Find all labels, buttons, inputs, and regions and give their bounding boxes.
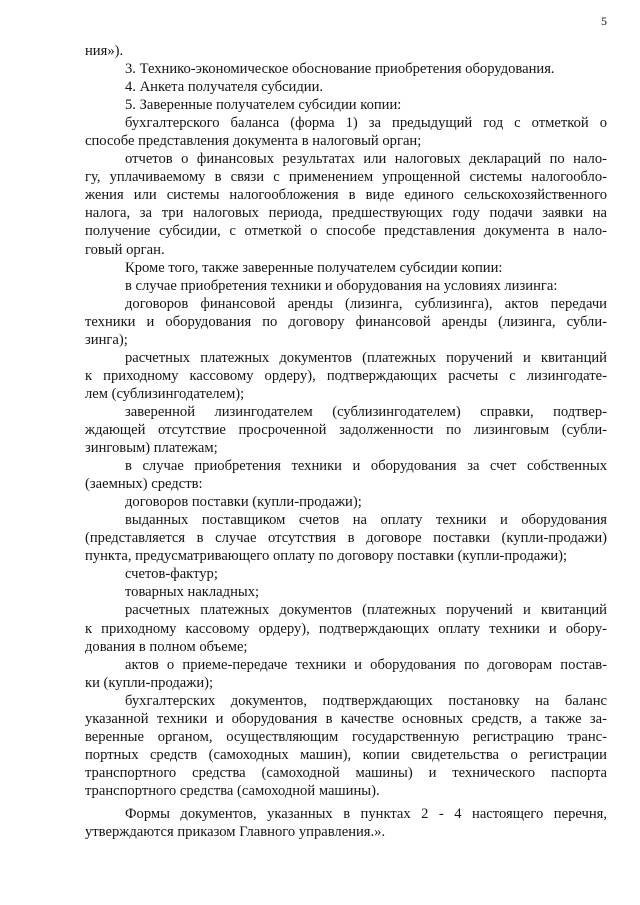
document-body — [85, 42, 607, 841]
paragraph — [85, 692, 607, 800]
text-line: актов о приеме-передаче техники и оборудования по договорам постав- — [125, 656, 607, 673]
text-line: ждающей отсутствие просроченной задолженности по лизинговым (субли- — [85, 421, 607, 438]
text-line: к приходному кассовому ордеру), подтверждающих расчеты с лизингодате- — [85, 367, 607, 384]
paragraph — [85, 511, 607, 565]
paragraph — [85, 349, 607, 403]
text-line: жения или системы налогообложения в виде единого сельскохозяйственного — [85, 187, 607, 204]
paragraph — [85, 656, 607, 692]
text-line: транспортного средства (самоходной машины). — [85, 782, 380, 799]
text-line: (представляется в случае отсутствия в договоре поставки (купли-продажи) — [85, 530, 607, 547]
text-line: Формы документов, указанных в пунктах 2 - 4 настоящего перечня, — [125, 805, 607, 822]
text-line: 5. Заверенные получателем субсидии копии: — [125, 97, 402, 114]
text-line: Кроме того, также заверенные получателем субсидии копии: — [125, 259, 503, 276]
text-line: заверенной лизингодателем (сублизингодателем) справки, подтвер- — [125, 403, 607, 420]
paragraph — [85, 403, 607, 457]
text-line: расчетных платежных документов (платежных поручений и квитанций — [125, 349, 607, 366]
page-number: 5 — [601, 14, 607, 28]
paragraph — [85, 96, 607, 114]
text-line: в случае приобретения техники и оборудования на условиях лизинга: — [125, 277, 558, 294]
text-line: отчетов о финансовых результатах или налоговых деклараций по нало- — [125, 151, 607, 168]
paragraph — [85, 493, 607, 511]
text-line: транспортного средства (самоходной машины) и технического паспорта — [85, 764, 607, 781]
paragraph — [85, 295, 607, 349]
text-line: гу, уплачиваемому в связи с применением упрощенной системы налогообло- — [85, 169, 607, 186]
text-line: 3. Технико-экономическое обоснование приобретения оборудования. — [125, 61, 555, 78]
paragraph — [85, 259, 607, 277]
text-line: ния»). — [85, 43, 124, 59]
text-line: зинговым) платежам; — [85, 440, 218, 457]
text-line: зинга); — [85, 331, 128, 348]
paragraph — [85, 42, 607, 60]
text-line: 4. Анкета получателя субсидии. — [125, 79, 324, 96]
paragraph — [85, 565, 607, 583]
paragraph — [85, 150, 607, 258]
paragraph — [85, 114, 607, 150]
text-line: говый орган. — [85, 241, 165, 258]
paragraph — [85, 78, 607, 96]
text-line: портных средств (самоходных машин), копии свидетельства о регистрации — [85, 746, 607, 763]
text-line: бухгалтерских документов, подтверждающих постановку на баланс — [125, 692, 607, 709]
text-line: техники и оборудования по договору финансовой аренды (лизинга, субли- — [85, 313, 607, 330]
text-line: счетов-фактур; — [125, 566, 218, 583]
text-line: договоров поставки (купли-продажи); — [125, 494, 362, 511]
text-line: лем (сублизингодателем); — [85, 385, 245, 402]
text-line: расчетных платежных документов (платежных поручений и квитанций — [125, 602, 607, 619]
text-line: выданных поставщиком счетов на оплату техники и оборудования — [125, 512, 607, 529]
paragraph — [85, 457, 607, 493]
text-line: утверждаются приказом Главного управления.». — [85, 824, 386, 841]
text-line: налога, за три налоговых периода, предшествующих году подачи заявки на — [85, 205, 607, 222]
text-line: веренные органом, осуществляющим государственную регистрацию транс- — [85, 728, 607, 745]
text-line: способе представления документа в налоговый орган; — [85, 133, 422, 150]
paragraph — [85, 805, 607, 841]
paragraph — [85, 583, 607, 601]
text-line: к приходному кассовому ордеру), подтверждающих оплату техники и обору- — [85, 620, 607, 637]
text-line: товарных накладных; — [125, 584, 260, 601]
text-line: бухгалтерского баланса (форма 1) за предыдущий год с отметкой о — [125, 115, 607, 132]
paragraph — [85, 60, 607, 78]
text-line: договоров финансовой аренды (лизинга, сублизинга), актов передачи — [125, 295, 607, 312]
text-line: указанной техники и оборудования в качестве основных средств, а также за- — [85, 710, 607, 727]
paragraph — [85, 601, 607, 655]
text-line: (заемных) средств: — [85, 476, 203, 493]
text-line: дования в полном объеме; — [85, 638, 248, 655]
paragraph — [85, 277, 607, 295]
text-line: ки (купли-продажи); — [85, 674, 214, 691]
text-line: получение субсидии, с отметкой о способе представления документа в нало- — [85, 223, 607, 240]
text-line: в случае приобретения техники и оборудования за счет собственных — [125, 458, 607, 475]
text-line: пункта, предусматривающего оплату по договору поставки (купли-продажи); — [85, 548, 568, 565]
